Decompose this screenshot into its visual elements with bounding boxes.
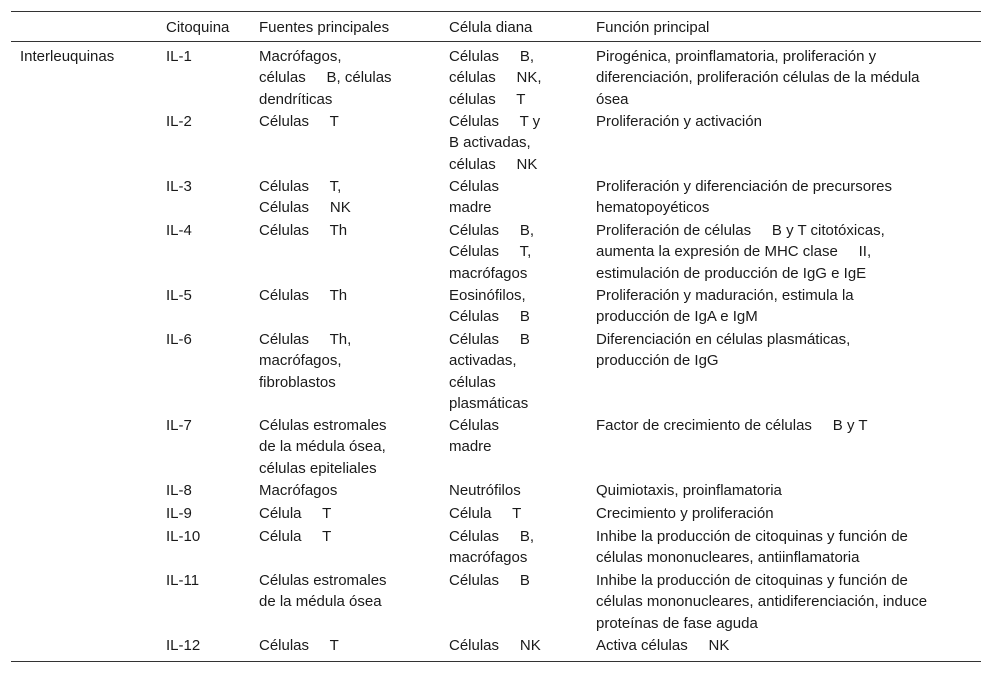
cell-cytokine: IL-11 bbox=[166, 572, 200, 589]
cell-target: Células B activadas, células plasmáticas bbox=[449, 331, 530, 412]
group-label: Interleuquinas bbox=[20, 48, 115, 65]
cell-function: Proliferación y activación bbox=[596, 113, 762, 130]
cell-function: Activa células NK bbox=[596, 637, 730, 654]
cell-function: Quimiotaxis, proinflamatoria bbox=[596, 482, 782, 499]
cell-target: Células B bbox=[449, 572, 530, 589]
cell-function: Inhibe la producción de citoquinas y función de células mononucleares, antiinflamatoria bbox=[596, 528, 908, 567]
cell-sources: Macrófagos, células B, células dendríticas bbox=[259, 48, 392, 108]
cell-cytokine: IL-8 bbox=[166, 482, 192, 499]
cell-sources: Célula T bbox=[259, 505, 332, 522]
cell-cytokine: IL-2 bbox=[166, 113, 192, 130]
cell-target: Células madre bbox=[449, 417, 500, 456]
header-cytokine: Citoquina bbox=[166, 19, 230, 36]
cell-cytokine: IL-5 bbox=[166, 287, 192, 304]
cell-sources: Células Th bbox=[259, 287, 348, 304]
cell-function: Diferenciación en células plasmáticas, producción de IgG bbox=[596, 331, 851, 370]
table-bottom-rule bbox=[11, 661, 981, 662]
cell-function: Proliferación y maduración, estimula la producción de IgA e IgM bbox=[596, 287, 854, 326]
cell-cytokine: IL-1 bbox=[166, 48, 192, 65]
cell-sources: Células T bbox=[259, 637, 339, 654]
table-top-rule bbox=[11, 11, 981, 12]
header-target: Célula diana bbox=[449, 19, 533, 36]
table-header-rule bbox=[11, 41, 981, 42]
cell-cytokine: IL-3 bbox=[166, 178, 192, 195]
cell-sources: Célula T bbox=[259, 528, 332, 545]
cell-target: Células B, células NK, células T bbox=[449, 48, 542, 108]
cell-sources: Células Th bbox=[259, 222, 348, 239]
cell-target: Células B, Células T, macrófagos bbox=[449, 222, 535, 282]
cell-cytokine: IL-6 bbox=[166, 331, 192, 348]
cell-function: Pirogénica, proinflamatoria, proliferación y diferenciación, proliferación células de la médula ósea bbox=[596, 48, 920, 108]
cell-sources: Células T, Células NK bbox=[259, 178, 351, 217]
cell-function: Factor de crecimiento de células B y T bbox=[596, 417, 868, 434]
cell-target: Células B, macrófagos bbox=[449, 528, 535, 567]
cell-target: Células NK bbox=[449, 637, 541, 654]
header-function: Función principal bbox=[596, 19, 710, 36]
cell-function: Proliferación de células B y T citotóxicas, aumenta la expresión de MHC clase II, estimulación de producción de IgG e IgE bbox=[596, 222, 885, 282]
cell-sources: Células Th, macrófagos, fibroblastos bbox=[259, 331, 352, 391]
cytokine-table bbox=[11, 11, 981, 662]
cell-cytokine: IL-12 bbox=[166, 637, 201, 654]
cell-function: Inhibe la producción de citoquinas y función de células mononucleares, antidiferenciación, induce proteínas de fase aguda bbox=[596, 572, 928, 632]
cell-cytokine: IL-4 bbox=[166, 222, 192, 239]
cell-cytokine: IL-10 bbox=[166, 528, 201, 545]
cell-sources: Macrófagos bbox=[259, 482, 338, 499]
cell-target: Células T y B activadas, células NK bbox=[449, 113, 541, 173]
cell-sources: Células estromales de la médula ósea bbox=[259, 572, 387, 611]
cell-cytokine: IL-7 bbox=[166, 417, 192, 434]
header-sources: Fuentes principales bbox=[259, 19, 390, 36]
cell-function: Proliferación y diferenciación de precursores hematopoyéticos bbox=[596, 178, 892, 217]
cell-function: Crecimiento y proliferación bbox=[596, 505, 774, 522]
cell-cytokine: IL-9 bbox=[166, 505, 192, 522]
cell-target: Célula T bbox=[449, 505, 522, 522]
cell-target: Células madre bbox=[449, 178, 500, 217]
cell-target: Neutrófilos bbox=[449, 482, 521, 499]
cell-sources: Células estromales de la médula ósea, células epiteliales bbox=[259, 417, 387, 477]
cell-sources: Células T bbox=[259, 113, 339, 130]
cell-target: Eosinófilos, Células B bbox=[449, 287, 530, 326]
